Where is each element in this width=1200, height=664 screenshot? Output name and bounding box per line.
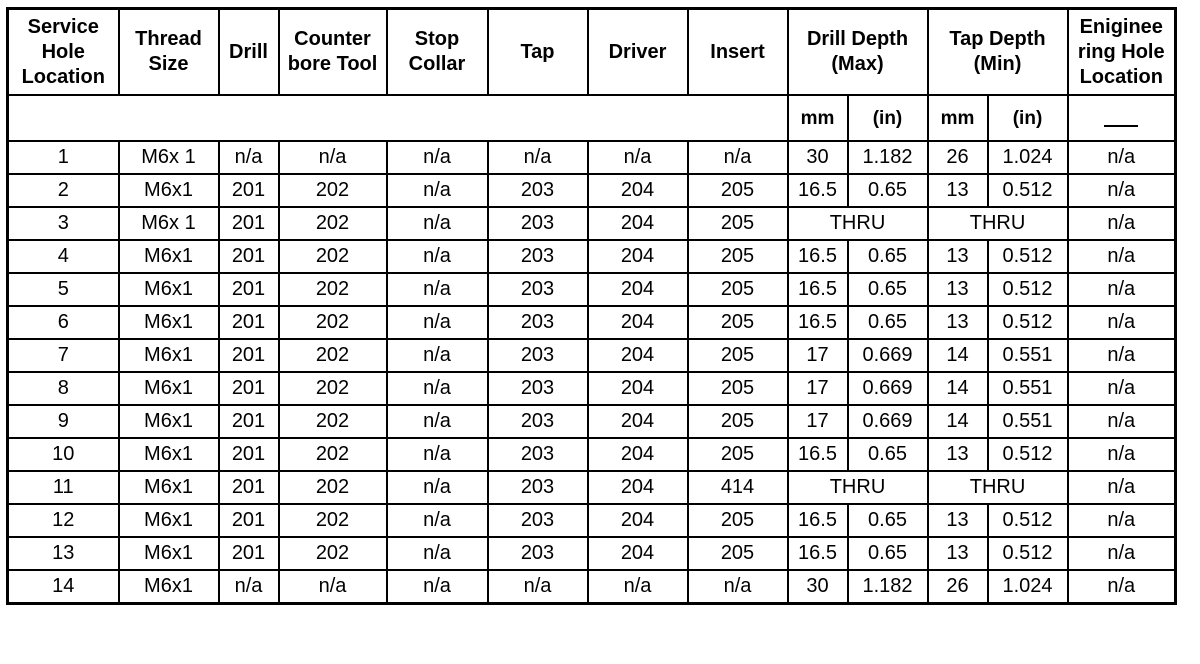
- cell-insert: 205: [688, 339, 788, 372]
- table-row: [8, 306, 1176, 339]
- cell-service-hole: 13: [8, 537, 119, 570]
- cell-thread-size: M6x1: [119, 372, 219, 405]
- cell-stop-collar: n/a: [387, 306, 488, 339]
- cell-insert: 205: [688, 405, 788, 438]
- cell-drill-depth-in: 0.65: [848, 174, 928, 207]
- header-insert: Insert: [688, 9, 788, 96]
- cell-counterbore: 202: [279, 306, 387, 339]
- cell-tap: n/a: [488, 570, 588, 604]
- cell-tap-depth-mm: 14: [928, 372, 988, 405]
- cell-stop-collar: n/a: [387, 438, 488, 471]
- subheader-engineering-blank: [1068, 95, 1176, 141]
- cell-tap-depth-in: 0.512: [988, 537, 1068, 570]
- cell-driver: 204: [588, 240, 688, 273]
- cell-counterbore: 202: [279, 438, 387, 471]
- cell-thread-size: M6x1: [119, 405, 219, 438]
- cell-drill: 201: [219, 273, 279, 306]
- cell-engineering-location: n/a: [1068, 273, 1176, 306]
- cell-tap-depth-in: 0.512: [988, 504, 1068, 537]
- cell-insert: 205: [688, 174, 788, 207]
- cell-thread-size: M6x1: [119, 537, 219, 570]
- cell-drill: 201: [219, 504, 279, 537]
- header-row: [8, 9, 1176, 96]
- subheader-blank: [8, 95, 788, 141]
- cell-tap: 203: [488, 207, 588, 240]
- cell-counterbore: 202: [279, 537, 387, 570]
- cell-driver: 204: [588, 207, 688, 240]
- cell-tap: 203: [488, 174, 588, 207]
- cell-drill-depth-in: 0.65: [848, 438, 928, 471]
- cell-service-hole: 7: [8, 339, 119, 372]
- cell-service-hole: 8: [8, 372, 119, 405]
- cell-driver: 204: [588, 306, 688, 339]
- cell-engineering-location: n/a: [1068, 141, 1176, 174]
- cell-tap-depth-in: 0.551: [988, 372, 1068, 405]
- cell-tap-depth-thru: THRU: [928, 471, 1068, 504]
- cell-tap-depth-in: 0.512: [988, 240, 1068, 273]
- cell-tap-depth-mm: 13: [928, 240, 988, 273]
- cell-tap: 203: [488, 240, 588, 273]
- cell-drill: 201: [219, 207, 279, 240]
- table-row: [8, 273, 1176, 306]
- cell-tap-depth-mm: 13: [928, 504, 988, 537]
- cell-insert: 205: [688, 273, 788, 306]
- cell-counterbore: 202: [279, 471, 387, 504]
- cell-stop-collar: n/a: [387, 141, 488, 174]
- cell-thread-size: M6x1: [119, 174, 219, 207]
- subheader-drill-depth-mm: mm: [788, 95, 848, 141]
- subheader-tap-depth-in: (in): [988, 95, 1068, 141]
- cell-engineering-location: n/a: [1068, 339, 1176, 372]
- cell-tap: 203: [488, 438, 588, 471]
- cell-drill-depth-in: 0.65: [848, 240, 928, 273]
- table-body: [8, 141, 1176, 604]
- cell-drill-depth-in: 0.669: [848, 405, 928, 438]
- cell-engineering-location: n/a: [1068, 174, 1176, 207]
- cell-counterbore: 202: [279, 174, 387, 207]
- cell-tap: 203: [488, 471, 588, 504]
- header-tap: Tap: [488, 9, 588, 96]
- table-row: [8, 207, 1176, 240]
- cell-driver: 204: [588, 537, 688, 570]
- cell-tap-depth-mm: 26: [928, 141, 988, 174]
- cell-drill-depth-in: 0.669: [848, 339, 928, 372]
- cell-insert: 205: [688, 372, 788, 405]
- cell-tap-depth-in: 0.551: [988, 405, 1068, 438]
- cell-insert: 205: [688, 207, 788, 240]
- cell-drill-depth-mm: 16.5: [788, 240, 848, 273]
- cell-thread-size: M6x1: [119, 570, 219, 604]
- cell-tap-depth-in: 0.551: [988, 339, 1068, 372]
- cell-driver: 204: [588, 504, 688, 537]
- cell-counterbore: n/a: [279, 570, 387, 604]
- cell-drill-depth-mm: 16.5: [788, 306, 848, 339]
- cell-insert: 205: [688, 306, 788, 339]
- header-drill-depth: Drill Depth (Max): [788, 9, 928, 96]
- cell-engineering-location: n/a: [1068, 471, 1176, 504]
- cell-stop-collar: n/a: [387, 537, 488, 570]
- cell-tap: n/a: [488, 141, 588, 174]
- cell-insert: 205: [688, 438, 788, 471]
- table-row: [8, 372, 1176, 405]
- cell-engineering-location: n/a: [1068, 207, 1176, 240]
- cell-driver: 204: [588, 174, 688, 207]
- cell-tap-depth-mm: 14: [928, 339, 988, 372]
- cell-service-hole: 1: [8, 141, 119, 174]
- cell-drill: 201: [219, 471, 279, 504]
- cell-thread-size: M6x1: [119, 240, 219, 273]
- cell-tap-depth-in: 0.512: [988, 306, 1068, 339]
- cell-thread-size: M6x 1: [119, 207, 219, 240]
- subheader-drill-depth-in: (in): [848, 95, 928, 141]
- cell-drill-depth-mm: 16.5: [788, 174, 848, 207]
- cell-service-hole: 5: [8, 273, 119, 306]
- cell-drill-depth-in: 1.182: [848, 141, 928, 174]
- cell-drill-depth-in: 0.669: [848, 372, 928, 405]
- cell-thread-size: M6x 1: [119, 141, 219, 174]
- service-hole-table: [6, 7, 1177, 605]
- cell-counterbore: 202: [279, 372, 387, 405]
- cell-counterbore: 202: [279, 405, 387, 438]
- cell-engineering-location: n/a: [1068, 240, 1176, 273]
- cell-stop-collar: n/a: [387, 207, 488, 240]
- cell-tap-depth-mm: 14: [928, 405, 988, 438]
- cell-drill-depth-in: 1.182: [848, 570, 928, 604]
- cell-drill: 201: [219, 240, 279, 273]
- cell-thread-size: M6x1: [119, 471, 219, 504]
- cell-tap: 203: [488, 537, 588, 570]
- cell-insert: 205: [688, 504, 788, 537]
- cell-thread-size: M6x1: [119, 273, 219, 306]
- header-thread-size: Thread Size: [119, 9, 219, 96]
- table-row: [8, 339, 1176, 372]
- cell-driver: 204: [588, 438, 688, 471]
- header-stop-collar: Stop Collar: [387, 9, 488, 96]
- subheader-row: [8, 95, 1176, 141]
- cell-tap-depth-in: 0.512: [988, 174, 1068, 207]
- cell-thread-size: M6x1: [119, 306, 219, 339]
- cell-engineering-location: n/a: [1068, 537, 1176, 570]
- cell-drill: 201: [219, 306, 279, 339]
- cell-counterbore: 202: [279, 207, 387, 240]
- cell-stop-collar: n/a: [387, 570, 488, 604]
- cell-driver: 204: [588, 471, 688, 504]
- cell-service-hole: 12: [8, 504, 119, 537]
- table-row: [8, 537, 1176, 570]
- cell-stop-collar: n/a: [387, 372, 488, 405]
- cell-tap-depth-mm: 13: [928, 174, 988, 207]
- cell-insert: 205: [688, 537, 788, 570]
- cell-drill: 201: [219, 405, 279, 438]
- cell-counterbore: 202: [279, 240, 387, 273]
- table-row: [8, 471, 1176, 504]
- blank-underline: [1104, 125, 1138, 127]
- table-row: [8, 174, 1176, 207]
- cell-counterbore: 202: [279, 504, 387, 537]
- cell-tap-depth-mm: 13: [928, 438, 988, 471]
- cell-stop-collar: n/a: [387, 504, 488, 537]
- cell-drill-depth-mm: 30: [788, 141, 848, 174]
- cell-counterbore: 202: [279, 273, 387, 306]
- cell-insert: n/a: [688, 141, 788, 174]
- cell-drill-depth-mm: 17: [788, 339, 848, 372]
- cell-tap-depth-in: 1.024: [988, 141, 1068, 174]
- cell-service-hole: 2: [8, 174, 119, 207]
- cell-drill-depth-mm: 30: [788, 570, 848, 604]
- cell-drill-depth-thru: THRU: [788, 471, 928, 504]
- cell-drill-depth-in: 0.65: [848, 504, 928, 537]
- table-row: [8, 240, 1176, 273]
- cell-tap-depth-thru: THRU: [928, 207, 1068, 240]
- cell-drill-depth-mm: 16.5: [788, 504, 848, 537]
- cell-insert: 414: [688, 471, 788, 504]
- header-drill: Drill: [219, 9, 279, 96]
- table-row: [8, 141, 1176, 174]
- cell-tap-depth-mm: 26: [928, 570, 988, 604]
- cell-drill: 201: [219, 339, 279, 372]
- cell-insert: n/a: [688, 570, 788, 604]
- cell-drill: 201: [219, 438, 279, 471]
- cell-drill-depth-mm: 16.5: [788, 438, 848, 471]
- cell-drill-depth-thru: THRU: [788, 207, 928, 240]
- header-tap-depth: Tap Depth (Min): [928, 9, 1068, 96]
- cell-drill: 201: [219, 537, 279, 570]
- table-row: [8, 405, 1176, 438]
- cell-driver: n/a: [588, 141, 688, 174]
- cell-tap: 203: [488, 306, 588, 339]
- subheader-tap-depth-mm: mm: [928, 95, 988, 141]
- cell-service-hole: 4: [8, 240, 119, 273]
- cell-tap: 203: [488, 372, 588, 405]
- header-driver: Driver: [588, 9, 688, 96]
- cell-service-hole: 10: [8, 438, 119, 471]
- cell-engineering-location: n/a: [1068, 372, 1176, 405]
- cell-tap-depth-in: 1.024: [988, 570, 1068, 604]
- cell-drill-depth-mm: 16.5: [788, 537, 848, 570]
- cell-driver: n/a: [588, 570, 688, 604]
- table-row: [8, 504, 1176, 537]
- cell-tap-depth-mm: 13: [928, 273, 988, 306]
- cell-stop-collar: n/a: [387, 240, 488, 273]
- cell-thread-size: M6x1: [119, 438, 219, 471]
- cell-drill: 201: [219, 372, 279, 405]
- cell-drill: n/a: [219, 570, 279, 604]
- cell-stop-collar: n/a: [387, 339, 488, 372]
- cell-service-hole: 14: [8, 570, 119, 604]
- cell-service-hole: 6: [8, 306, 119, 339]
- table-row: [8, 438, 1176, 471]
- cell-insert: 205: [688, 240, 788, 273]
- cell-stop-collar: n/a: [387, 471, 488, 504]
- cell-driver: 204: [588, 372, 688, 405]
- cell-tap: 203: [488, 504, 588, 537]
- cell-stop-collar: n/a: [387, 174, 488, 207]
- cell-engineering-location: n/a: [1068, 438, 1176, 471]
- cell-tap-depth-mm: 13: [928, 306, 988, 339]
- cell-drill-depth-mm: 17: [788, 372, 848, 405]
- cell-engineering-location: n/a: [1068, 405, 1176, 438]
- table-row: [8, 570, 1176, 604]
- cell-tap-depth-in: 0.512: [988, 438, 1068, 471]
- cell-driver: 204: [588, 339, 688, 372]
- cell-service-hole: 3: [8, 207, 119, 240]
- cell-tap-depth-mm: 13: [928, 537, 988, 570]
- cell-engineering-location: n/a: [1068, 306, 1176, 339]
- cell-engineering-location: n/a: [1068, 570, 1176, 604]
- cell-tap: 203: [488, 405, 588, 438]
- cell-driver: 204: [588, 273, 688, 306]
- cell-service-hole: 11: [8, 471, 119, 504]
- cell-drill-depth-in: 0.65: [848, 537, 928, 570]
- cell-stop-collar: n/a: [387, 273, 488, 306]
- cell-drill: 201: [219, 174, 279, 207]
- header-engineering-hole-location: Eniginee ring Hole Location: [1068, 9, 1176, 96]
- cell-thread-size: M6x1: [119, 339, 219, 372]
- cell-thread-size: M6x1: [119, 504, 219, 537]
- cell-drill: n/a: [219, 141, 279, 174]
- cell-drill-depth-in: 0.65: [848, 273, 928, 306]
- cell-stop-collar: n/a: [387, 405, 488, 438]
- cell-driver: 204: [588, 405, 688, 438]
- header-counterbore-tool: Counter bore Tool: [279, 9, 387, 96]
- cell-drill-depth-mm: 17: [788, 405, 848, 438]
- cell-tap-depth-in: 0.512: [988, 273, 1068, 306]
- cell-counterbore: n/a: [279, 141, 387, 174]
- cell-tap: 203: [488, 273, 588, 306]
- cell-service-hole: 9: [8, 405, 119, 438]
- cell-counterbore: 202: [279, 339, 387, 372]
- cell-drill-depth-in: 0.65: [848, 306, 928, 339]
- cell-tap: 203: [488, 339, 588, 372]
- cell-engineering-location: n/a: [1068, 504, 1176, 537]
- cell-drill-depth-mm: 16.5: [788, 273, 848, 306]
- header-service-hole-location: Service Hole Location: [8, 9, 119, 96]
